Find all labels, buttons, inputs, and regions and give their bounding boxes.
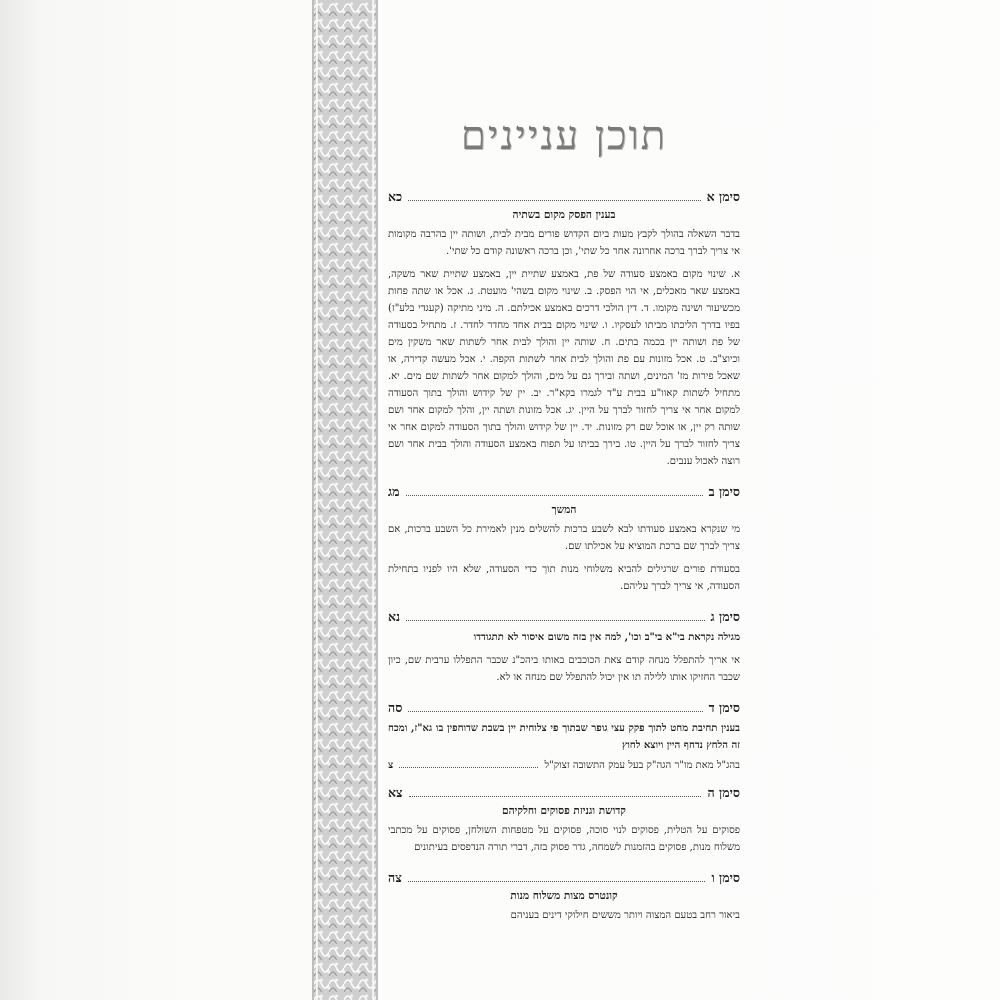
section-subtitle: בענין הפסק מקום בשתיה [512, 209, 616, 221]
section-paragraph: מגילה נקראת בי"א בי"ב וכו', למה אין בזה משום איסור לא תתגודדו [473, 632, 740, 643]
page-title: תוכן עניינים [460, 113, 668, 159]
section-label: סימן ה [707, 785, 740, 800]
toc-entry [388, 785, 740, 801]
toc-subentry [388, 760, 740, 771]
section-label: סימן ד [708, 700, 740, 715]
section-label: סימן ב [708, 484, 740, 499]
decorative-border [312, 0, 378, 1000]
toc-entry [388, 700, 740, 716]
page-number: נא [388, 609, 401, 624]
section-label: סימן ו [711, 870, 740, 885]
toc-section [388, 870, 740, 924]
toc-entry [388, 609, 740, 625]
dot-leader [406, 611, 704, 621]
page-number: כא [388, 189, 403, 204]
toc-entry [388, 870, 740, 886]
toc-section [388, 609, 740, 686]
toc-section [388, 189, 740, 470]
section-paragraph: אי אריך להתפלל מנחה קודם צאת הכוכבים באותו ביהכ"נ שכבר התפללו ערבית שם, כיון שכבר החזיקו אותו ללילה תו אין יכול להתפלל שם מנחה או לא. [388, 655, 740, 683]
toc-section [388, 700, 740, 771]
page-number: צה [388, 870, 402, 885]
dot-leader [408, 191, 700, 201]
section-paragraph: פסוקים על הטלית, פסוקים לנוי סוכה, פסוקים על מטפחות השולחן, פסוקים על מכתבי משלוח מנות, פסוקים בהזמנות לשמחה, גדר פסוק בזה, דברי תורה הנדפסים בעיתונים [388, 825, 740, 853]
page-number: מג [388, 484, 400, 499]
page-number: סה [388, 700, 403, 715]
page-number: צא [388, 785, 403, 800]
toc-entry [388, 484, 740, 500]
section-paragraph: ביאור רחב בטעם המצוה ויותר מששים חילוקי דינים בעניהם [510, 910, 740, 921]
section-paragraph: מי שנקרא באמצע סעודתו לבא לשבע ברכות להשלים מנין לאמירת כל השבע ברכות, אם צריך לברך שם ברכת המוציא על אכילתו שם. [388, 524, 740, 552]
section-label: סימן ג [710, 609, 740, 624]
section-subtitle: המשך [551, 504, 577, 516]
dot-leader [408, 872, 706, 882]
section-subtitle: קדושת וגניזת פסוקים וחלקיהם [502, 805, 626, 817]
section-subtitle: קונטרס מצות משלוח מנות [510, 890, 618, 902]
toc-section [388, 484, 740, 595]
toc-section [388, 785, 740, 856]
section-paragraph: א. שינוי מקום באמצע סעודה של פת, באמצע שתיית יין, באמצע שתיית שאר משקה, באמצע שאר מאכלים, אי הוי הפסק. ב. שינוי מקום בשהי' מועטת. ג. אכל או שתה פחות מכשיעור ושינה מקומו. ד. דין הולכי דרכים באמצע אכילתם. ה. מיני מתיקה (קעגדי בלע"ז) בפיו בדרך הליכתו מביתו לעסקיו. ו. שינוי מקום בבית אחד מחדר לחדר. ז. מתחיל בסעודה של פת ושותה יין בכמה בתים. ח. שותה יין והולך לבית אחר לשתות שאר משקין מים וכיוצ"ב. ט. אכל מזונות עם פת והולך לבית אחר לשתות הקפה. י. אכל מעשה קדירה, או שאכל פירות מז' המינים, ושתה ובירך גם על מים, והולך למקום אחר לשתות שם מים. יא. מתחיל לשתות קאוו"ע בבית ע"ד לגמרו בקא"ר. יב. יין של קידוש והולך בתוך הסעודה למקום אחר אי צריך לחזור לברך על היין. יג. אכל מזונות ושתה יין, והלך למקום אחר ושם שותה רק יין, או אוכל שם רק מזונות. יד. יין של קידוש והולך בתוך הסעודה למקום אחר אי צריך לחזור לברך על היין. טו. בירך בביתו על תפוח באמצע הסעודה והולך בבית אחר ושם רוצה לאכול ענבים. [388, 269, 740, 467]
dot-leader [399, 760, 538, 768]
section-paragraph: בסעודת פורים שרגילים להביא משלוחי מנות תוך כדי הסעודה, שלא היו לפניו בתחילת הסעודה, אי צריך לברך עליהם. [388, 564, 740, 592]
toc-entry [388, 189, 740, 205]
table-of-contents [388, 112, 740, 938]
page-number: צ [388, 760, 394, 771]
dot-leader [406, 486, 703, 496]
section-paragraph: בענין תחיבת מחט לתוך פקק עצי גופר שבתוך פי צלוחית יין בשבת שדוחפין בו גא"ז, ומכח זה הלחץ נדחף היין ויוצא לחוץ [388, 723, 740, 751]
section-label: סימן א [706, 189, 740, 204]
subentry-label: בהג"ל מאת מו"ר הגה"ק בעל עמק התשובה זצוק"ל [544, 760, 740, 771]
dot-leader [409, 787, 702, 797]
section-paragraph: בדבר השאלה בהולך לקבץ מעות ביום הקדוש פורים מבית לבית, ושותה יין בהרבה מקומות אי צריך לברך ברכה אחרונה אחר כל שתי', וכן ברכה ראשונה קודם כל שתי'. [388, 229, 740, 257]
dot-leader [408, 702, 702, 712]
